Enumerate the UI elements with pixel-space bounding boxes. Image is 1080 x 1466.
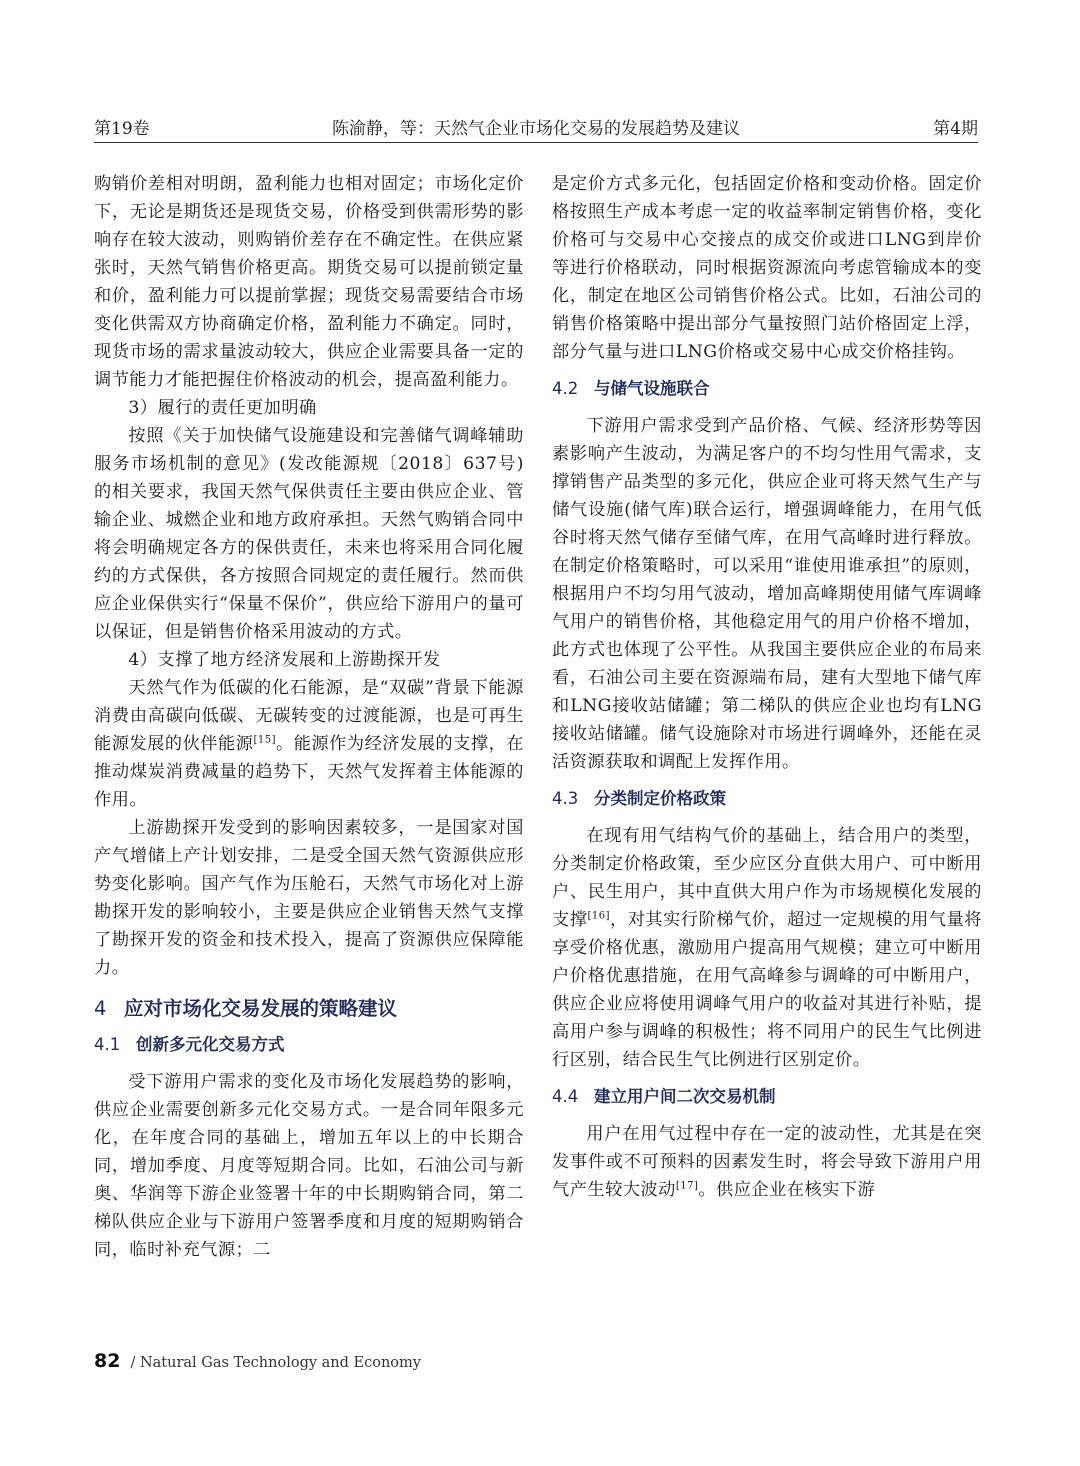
right-column (552, 170, 982, 1204)
list-item-heading: 4）支撑了地方经济发展和上游勘探开发 (128, 650, 441, 670)
section-heading (94, 994, 524, 1024)
paragraph (94, 674, 524, 814)
paragraph: 购销价差相对明朗，盈利能力也相对固定；市场化定价下，无论是期货还是现货交易，价格受到供需形势的影响存在较大波动，则购销价差存在不确定性。在供应紧张时，天然气销售价格更高。期货交易可以提前锁定量和价，盈利能力可以提前掌握；现货交易需要结合市场变化供需双方协商确定价格，盈利能力不确定。同时，现货市场的需求量波动较大，供应企业需要具备一定的调节能力才能把握住价格波动的机会，提高盈利能力。 (94, 174, 524, 390)
list-item-heading: 3）履行的责任更加明确 (128, 398, 317, 418)
paragraph-text: 。供应企业在核实下游 (698, 1180, 876, 1200)
running-title: 陈渝静，等：天然气企业市场化交易的发展趋势及建议 (332, 119, 740, 139)
paragraph-text: ，对其实行阶梯气价，超过一定规模的用气量将享受价格优惠，激励用户提高用气规模；建立可中断用户价格优惠措施，在用气高峰参与调峰的可中断用户，供应企业应将使用调峰气用户的收益对其进行补贴，提高用户参与调峰的积极性；将不同用户的民生气比例进行区别，结合民生气比例进行区别定价。 (552, 910, 982, 1070)
subsection-heading (94, 1030, 524, 1060)
paragraph: 下游用户需求受到产品价格、气候、经济形势等因素影响产生波动，为满足客户的不均匀性用气需求，支撑销售产品类型的多元化，供应企业可将天然气生产与储气设施(储气库)联合运行，增强调峰能力，在用气低谷时将天然气储存至储气库，在用气高峰时进行释放。在制定价格策略时，可以采用“谁使用谁承担”的原则，根据用户不均匀用气波动，增加高峰期使用储气库调峰气用户的销售价格，其他稳定用气的用户价格不增加，此方式也体现了公平性。从我国主要供应企业的布局来看，石油公司主要在资源端布局，建有大型地下储气库和LNG接收站储罐；第二梯队的供应企业也均有LNG接收站储罐。储气设施除对市场进行调峰外，还能在灵活资源获取和调配上发挥作用。 (552, 416, 982, 772)
subsection-title: 创新多元化交易方式 (136, 1035, 285, 1054)
citation-ref[interactable]: [17] (675, 1180, 699, 1192)
paragraph-text: 。能源作为经济发展的支撑，在推动煤炭消费减量的趋势下，天然气发挥着主体能源的作用。 (94, 734, 524, 810)
citation-ref[interactable]: [15] (253, 734, 276, 746)
running-header (94, 112, 978, 143)
paragraph-text: 天然气作为低碳的化石能源，是“双碳”背景下能源消费由高碳向低碳、无碳转变的过渡能源，也是可再生能源发展的伙伴能源 (94, 678, 524, 754)
paragraph: 是定价方式多元化，包括固定价格和变动价格。固定价格按照生产成本考虑一定的收益率制定销售价格，变化价格可与交易中心交接点的成交价或进口LNG到岸价等进行价格联动，同时根据资源流向考虑管输成本的变化，制定在地区公司销售价格公式。比如，石油公司的销售价格策略中提出部分气量按照门站价格固定上浮，部分气量与进口LNG价格或交易中心成交价格挂钩。 (552, 174, 982, 362)
paragraph (552, 1120, 982, 1204)
subsection-title: 分类制定价格政策 (594, 789, 726, 808)
paragraph (552, 822, 982, 1074)
subsection-number: 4.1 (94, 1035, 121, 1054)
journal-name: / Natural Gas Technology and Economy (130, 1355, 421, 1371)
paragraph: 按照《关于加快储气设施建设和完善储气调峰辅助服务市场机制的意见》(发改能源规〔2018〕637号)的相关要求，我国天然气保供责任主要由供应企业、管输企业、城燃企业和地方政府承担。天然气购销合同中将会明确规定各方的保供责任，未来也将采用合同化履约的方式保供，各方按照合同规定的责任履行。然而供应企业保供实行“保量不保价”，供应给下游用户的量可以保证，但是销售价格采用波动的方式。 (94, 426, 524, 642)
subsection-title: 建立用户间二次交易机制 (594, 1087, 776, 1106)
subsection-number: 4.4 (552, 1087, 579, 1106)
subsection-number: 4.3 (552, 789, 579, 808)
paragraph-text: 在现有用气结构气价的基础上，结合用户的类型，分类制定价格政策，至少应区分直供大用户、可中断用户、民生用户，其中直供大用户作为市场规模化发展的支撑 (552, 826, 982, 930)
page-number: 82 (94, 1350, 121, 1372)
subsection-heading (552, 1082, 982, 1112)
issue-label: 第4期 (933, 119, 978, 139)
section-title: 应对市场化交易发展的策略建议 (124, 997, 398, 1020)
paragraph: 上游勘探开发受到的影响因素较多，一是国家对国产气增储上产计划安排，二是受全国天然气资源供应形势变化影响。国产气作为压舱石，天然气市场化对上游勘探开发的影响较小，主要是供应企业销售天然气支撑了勘探开发的资金和技术投入，提高了资源供应保障能力。 (94, 818, 524, 978)
citation-ref[interactable]: [16] (587, 910, 610, 922)
paragraph: 受下游用户需求的变化及市场化发展趋势的影响，供应企业需要创新多元化交易方式。一是合同年限多元化，在年度合同的基础上，增加五年以上的中长期合同，增加季度、月度等短期合同。比如，石油公司与新奥、华润等下游企业签署十年的中长期购销合同，第二梯队供应企业与下游用户签署季度和月度的短期购销合同，临时补充气源；二 (94, 1072, 524, 1260)
volume-label: 第19卷 (94, 119, 150, 139)
subsection-number: 4.2 (552, 379, 579, 398)
paragraph-text: 用户在用气过程中存在一定的波动性，尤其是在突发事件或不可预料的因素发生时，将会导致下游用户用气产生较大波动 (552, 1124, 982, 1200)
section-number: 4 (94, 997, 107, 1020)
left-column (94, 170, 524, 1264)
page-footer (94, 1350, 421, 1372)
subsection-heading (552, 784, 982, 814)
subsection-heading (552, 374, 982, 404)
subsection-title: 与储气设施联合 (594, 379, 710, 398)
